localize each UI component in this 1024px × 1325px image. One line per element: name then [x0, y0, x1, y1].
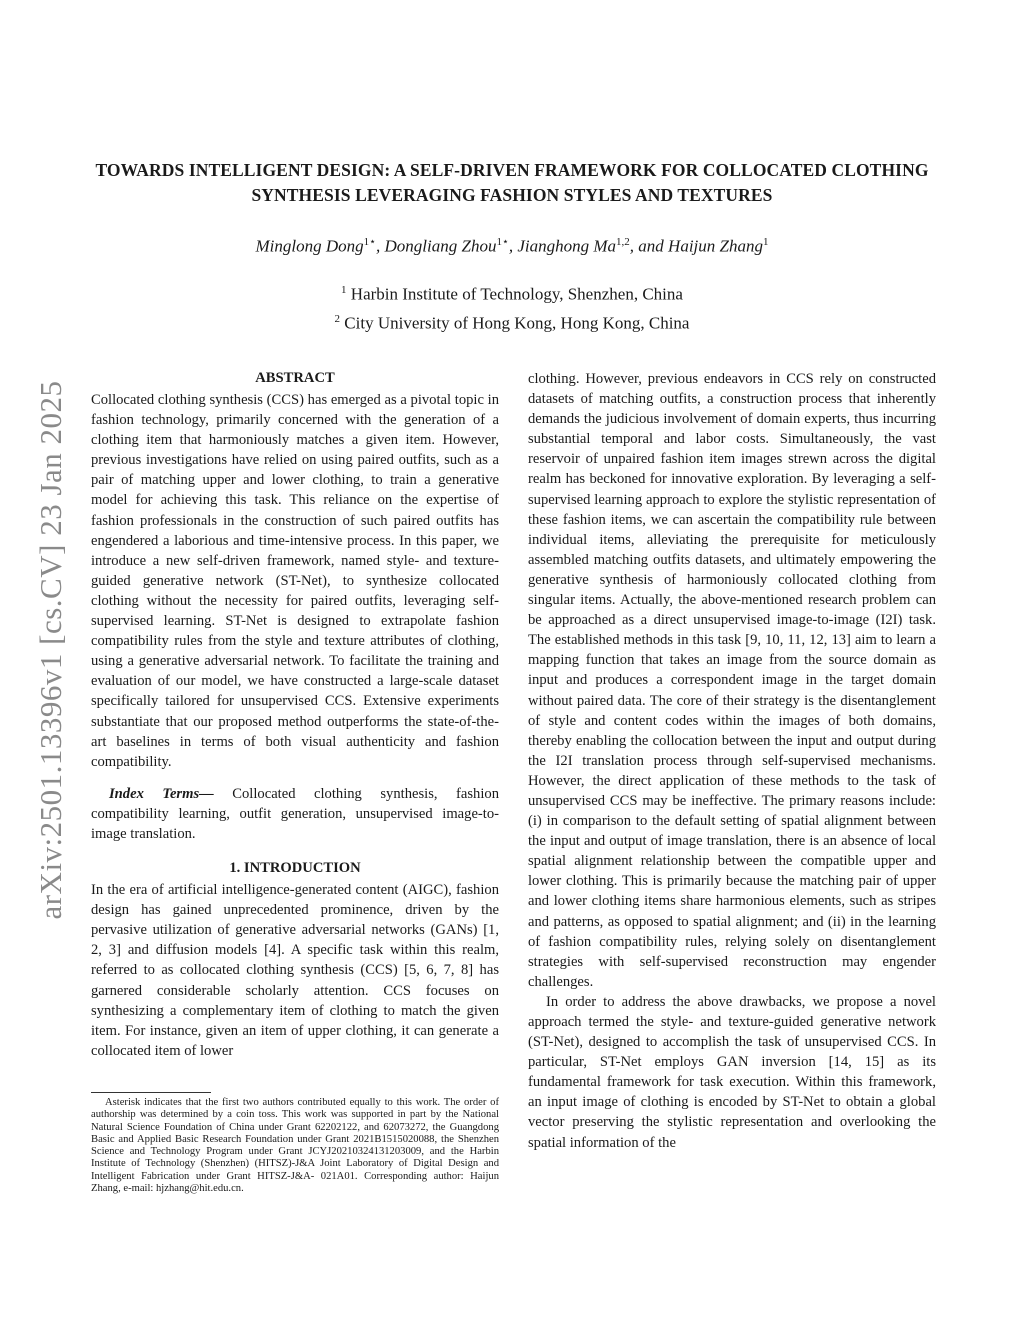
author-list: Minglong Dong$^{1⋆}$, Dongliang Zhou$^{1⋆}$, Jianghong Ma$^{1,2}$, and Haijun Zhang$^1$ — [255, 236, 769, 256]
author-name: Dongliang Zhou — [384, 236, 497, 256]
intro-paragraph: In the era of artificial intelligence-generated content (AIGC), fashion design has gained unprecedented prominence, driven by the pervasive utilization of generative adversarial networks (GANs) [1, 2, 3] and diffusion models [4]. A specific task within this realm, referred to as collocated clothing synthesis (CCS) [5, 6, 7, 8] has garnered considerable scholarly attention. CCS focuses on synthesizing a complementary item of clothing to match the given item. For instance, given an item of upper clothing, it can generate a collocated item of lower — [91, 882, 499, 1059]
author-name: Haijun Zhang — [668, 236, 763, 256]
author-affil-mark: 1⋆ — [363, 236, 377, 248]
arxiv-stamp: arXiv:2501.13396v1 [cs.CV] 23 Jan 2025 — [33, 380, 68, 920]
affiliation-line: $^1$ Harbin Institute of Technology, Shenzhen, China — [341, 284, 683, 304]
author-name: Minglong Dong — [255, 236, 364, 256]
affiliation-line: $^2$ City University of Hong Kong, Hong Kong, China — [334, 312, 690, 333]
abstract-heading: ABSTRACT — [255, 370, 335, 386]
body-paragraph: In order to address the above drawbacks, we propose a novel approach termed the style- and texture-guided generative network (ST-Net), designed to accomplish the task of unsupervised CCS. In particular, ST-Net employs GAN inversion [14, 15] as its fundamental framework for task execution. Within this framework, an input image of clothing is encoded by ST-Net to obtain a global vector preserving the stylistic representation and overlooking the spatial information of the — [528, 993, 936, 1151]
footnote: Asterisk indicates that the first two authors contributed equally to this work. The order of authorship was determined by a coin toss. This work was supported in part by the National Natural Science Foundation of China under Grant 62202122, and 62073272, the Guangdong Basic and Applied Basic Research Foundation under Grant 2021B1515020088, the Shenzhen Science and Technology Program under Grant JCYJ20210324131203009, and the Harbin Institute of Technology (Shenzhen) (HITSZ)-J&A Joint Laboratory of Digital Design and Intelligent Fabrication under Grant HITSZ-J&A- 021A01. Corresponding author: Haijun Zhang, e-mail: hjzhang@hit.edu.cn. — [91, 1097, 499, 1195]
index-terms-label: Index Terms— — [109, 785, 214, 802]
left-column — [91, 368, 499, 1061]
footnote-divider — [91, 1092, 211, 1093]
body-paragraph: clothing. However, previous endeavors in CCS rely on constructed datasets of matching outfits, a construction process that inherently demands the judicious involvement of domain experts, thus incurring substantial temporal and labor costs. Simultaneously, the vast reservoir of unpaired fashion item images strewn across the digital realm has beckoned for innovative exploration. By leveraging a self-supervised learning approach to explore the stylistic representation of these fashion items, we can ascertain the compatibility rule between individual items, alleviating the prerequisite for meticulously assembled matching outfits datasets, and ultimately empowering the generative synthesis of harmoniously collocated clothing from singular items. Actually, the above-mentioned research problem can be approached as a direct unsupervised image-to-image (I2I) task. The established methods in this task [9, 10, 11, 12, 13] aim to learn a mapping function that takes an image from the source domain as input and produces a correspondent image in the target domain without paired data. The core of their strategy is the disentanglement of style and content codes within the images of both domains, thereby enabling the collocation between the input and output during the I2I translation process through self-supervised mechanisms. However, the direct application of these methods to the task of unsupervised CCS may be ineffective. The primary reasons include: (i) in comparison to the default setting of spatial alignment between the input and output of image translation, there is an absence of local spatial alignment relationship between the compatible upper and lower clothing. This is primarily because the matching pair of upper and lower clothing items share harmonious elements, such as stripes and patterns, as opposed to spatial alignment; and (ii) in the learning of fashion compatibility rules, relying solely on disentanglement strategies with self-supervised reconstruction may engender challenges. — [528, 371, 936, 990]
author-affil-mark: 1⋆ — [496, 236, 509, 248]
abstract-text: Collocated clothing synthesis (CCS) has emerged as a pivotal topic in fashion technology, primarily concerned with the generation of a clothing item that harmoniously matches a given item. However, previous investigations have relied on using paired outfits, such as a pair of matching upper and lower clothing, to train a generative model for achieving this task. This reliance on the expertise of fashion professionals in the construction of such paired outfits has engendered a laborious and time-intensive process. In this paper, we introduce a new self-driven framework, named style- and texture-guided generative network (ST-Net), to synthesize collocated clothing without the necessity for paired outfits, leveraging self-supervised learning. ST-Net is designed to extrapolate fashion compatibility rules from the style and texture attributes of clothing, using a generative adversarial network. To facilitate the training and evaluation of our model, we have constructed a large-scale dataset specifically tailored for unsupervised CCS. Extensive experiments substantiate that our proposed method outperforms the state-of-the-art baselines in terms of both visual authenticity and fashion compatibility. — [91, 392, 499, 770]
right-column — [528, 369, 936, 1153]
intro-heading: 1. INTRODUCTION — [229, 860, 361, 877]
paper-title: TOWARDS INTELLIGENT DESIGN: A SELF-DRIVEN FRAMEWORK FOR COLLOCATED CLOTHING SYNTHESIS LEVERAGING FASHION STYLES AND TEXTURES — [95, 160, 929, 205]
index-terms-text: Collocated clothing synthesis, fashion compatibility learning, outfit generation, unsupervised image-to-image translation. — [91, 785, 500, 842]
index-terms — [91, 784, 499, 844]
author-affil-mark: 1,2 — [616, 236, 630, 248]
author-name: Jianghong Ma — [517, 236, 617, 256]
author-affil-mark: 1 — [762, 236, 769, 248]
affiliations — [60, 278, 964, 335]
